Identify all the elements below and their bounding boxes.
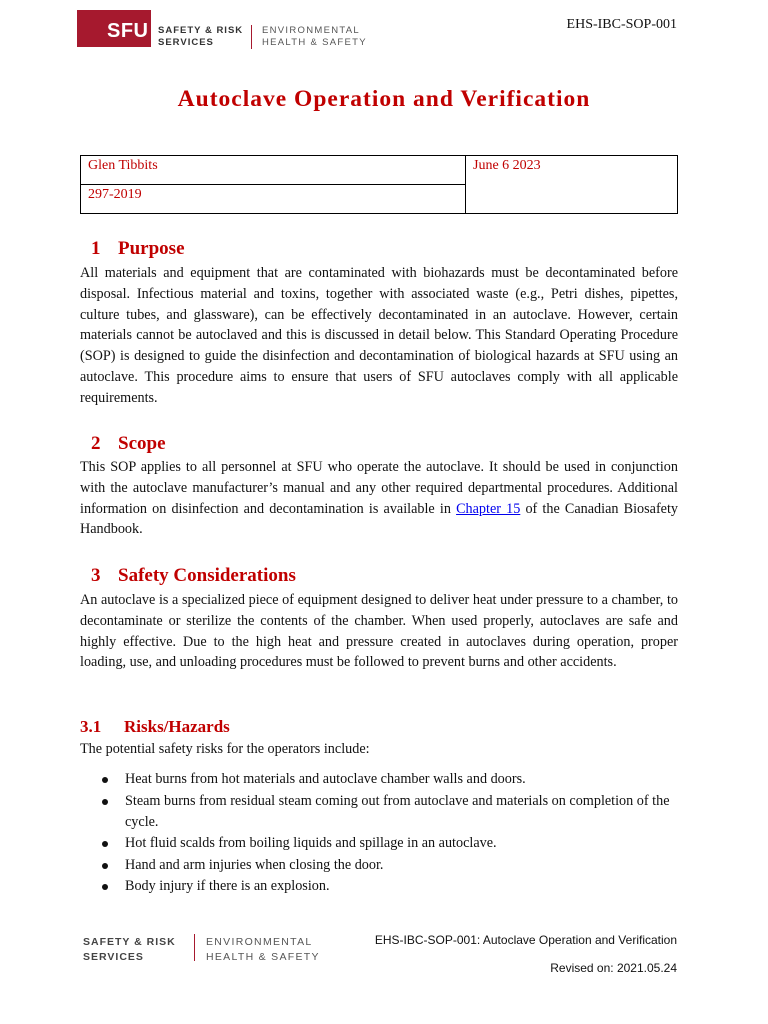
document-info-table [80, 155, 678, 214]
footer-org-line1: SAFETY & RISK [83, 936, 176, 948]
bullet-icon [102, 777, 108, 783]
footer-revised-date: Revised on: 2021.05.24 [550, 961, 677, 975]
section-number: 3 [91, 565, 101, 586]
info-row [81, 156, 678, 185]
section-title: Safety Considerations [118, 565, 296, 586]
header-divider [251, 25, 252, 49]
number-cell: 297-2019 [81, 185, 466, 214]
subsection-title: Risks/Hazards [124, 717, 230, 736]
page-title: Autoclave Operation and Verification [177, 86, 591, 112]
list-item [80, 791, 678, 833]
section-title: Purpose [118, 238, 185, 259]
section-heading-scope [91, 433, 166, 455]
bullet-icon [102, 863, 108, 869]
list-item-text: Steam burns from residual steam coming out from autoclave and materials on completion of the cycle. [125, 792, 670, 830]
list-item [80, 769, 678, 790]
bullet-icon [102, 884, 108, 890]
scope-paragraph [80, 457, 678, 540]
date-cell: June 6 2023 [466, 156, 678, 214]
subsection-heading-risks [80, 717, 230, 737]
section-number: 1 [91, 238, 101, 259]
chapter-15-link[interactable]: Chapter 15 [456, 500, 521, 517]
author-cell: Glen Tibbits [81, 156, 466, 185]
risks-list [80, 769, 678, 898]
scope-text-before: This SOP applies to all personnel at SFU who operate the autoclave. It should be used in conjunction with the autoclave manufacturer’s manual and any other required departmental procedures. Additional information on disinfection and decontamination is available in [80, 459, 678, 517]
header-dept-line1: ENVIRONMENTAL [262, 25, 361, 36]
section-heading-purpose [91, 238, 185, 260]
header-org-line1: SAFETY & RISK [158, 25, 244, 36]
footer-dept-line1: ENVIRONMENTAL [206, 936, 313, 948]
section-title: Scope [118, 433, 166, 454]
section-heading-safety [91, 565, 296, 587]
subsection-number: 3.1 [80, 717, 102, 736]
sfu-logo-text: SFU [107, 20, 149, 42]
footer-document-title: EHS-IBC-SOP-001: Autoclave Operation and Verification [374, 933, 677, 947]
list-item-text: Hot fluid scalds from boiling liquids and spillage in an autoclave. [125, 835, 497, 851]
footer-dept-line2: HEALTH & SAFETY [206, 951, 320, 963]
list-item-text: Heat burns from hot materials and autoclave chamber walls and doors. [125, 771, 526, 787]
safety-paragraph: An autoclave is a specialized piece of equipment designed to deliver heat under pressure to a chamber, to decontaminate or sterilize the contents of the chamber. When used properly, autoclaves are safe and highly effective. Due to the high heat and pressure created in autoclaves during operation, proper loading, use, and unloading procedures must be followed to prevent burns and other accidents. [80, 592, 678, 671]
list-item [80, 833, 678, 854]
purpose-paragraph: All materials and equipment that are contaminated with biohazards must be decontaminated before disposal. Infectious material and toxins, together with associated waste (e.g., Petri dishes, pipettes, culture tubes, and glassware), can be effectively decontaminated in an autoclave. However, certain materials cannot be autoclaved and this is discussed in detail below. This Standard Operating Procedure (SOP) is designed to guide the disinfection and decontamination of biological hazards at SFU using an autoclave. This procedure aims to ensure that users of SFU autoclaves comply with all applicable requirements. [80, 265, 678, 406]
footer-divider [194, 934, 195, 961]
list-item [80, 855, 678, 876]
section-number: 2 [91, 433, 101, 454]
list-item [80, 876, 678, 897]
document-code: EHS-IBC-SOP-001 [566, 17, 677, 32]
list-item-text: Hand and arm injuries when closing the door. [125, 856, 384, 873]
bullet-icon [102, 841, 108, 847]
list-item-text: Body injury if there is an explosion. [125, 878, 330, 894]
bullet-icon [102, 799, 108, 805]
footer-org-line2: SERVICES [83, 951, 144, 963]
scope-text-after: of the Canadian Biosafety Handbook. [80, 500, 678, 538]
header-dept-line2: HEALTH & SAFETY [262, 37, 367, 48]
header-org-line2: SERVICES [158, 37, 214, 48]
risks-intro: The potential safety risks for the operators include: [80, 741, 370, 757]
